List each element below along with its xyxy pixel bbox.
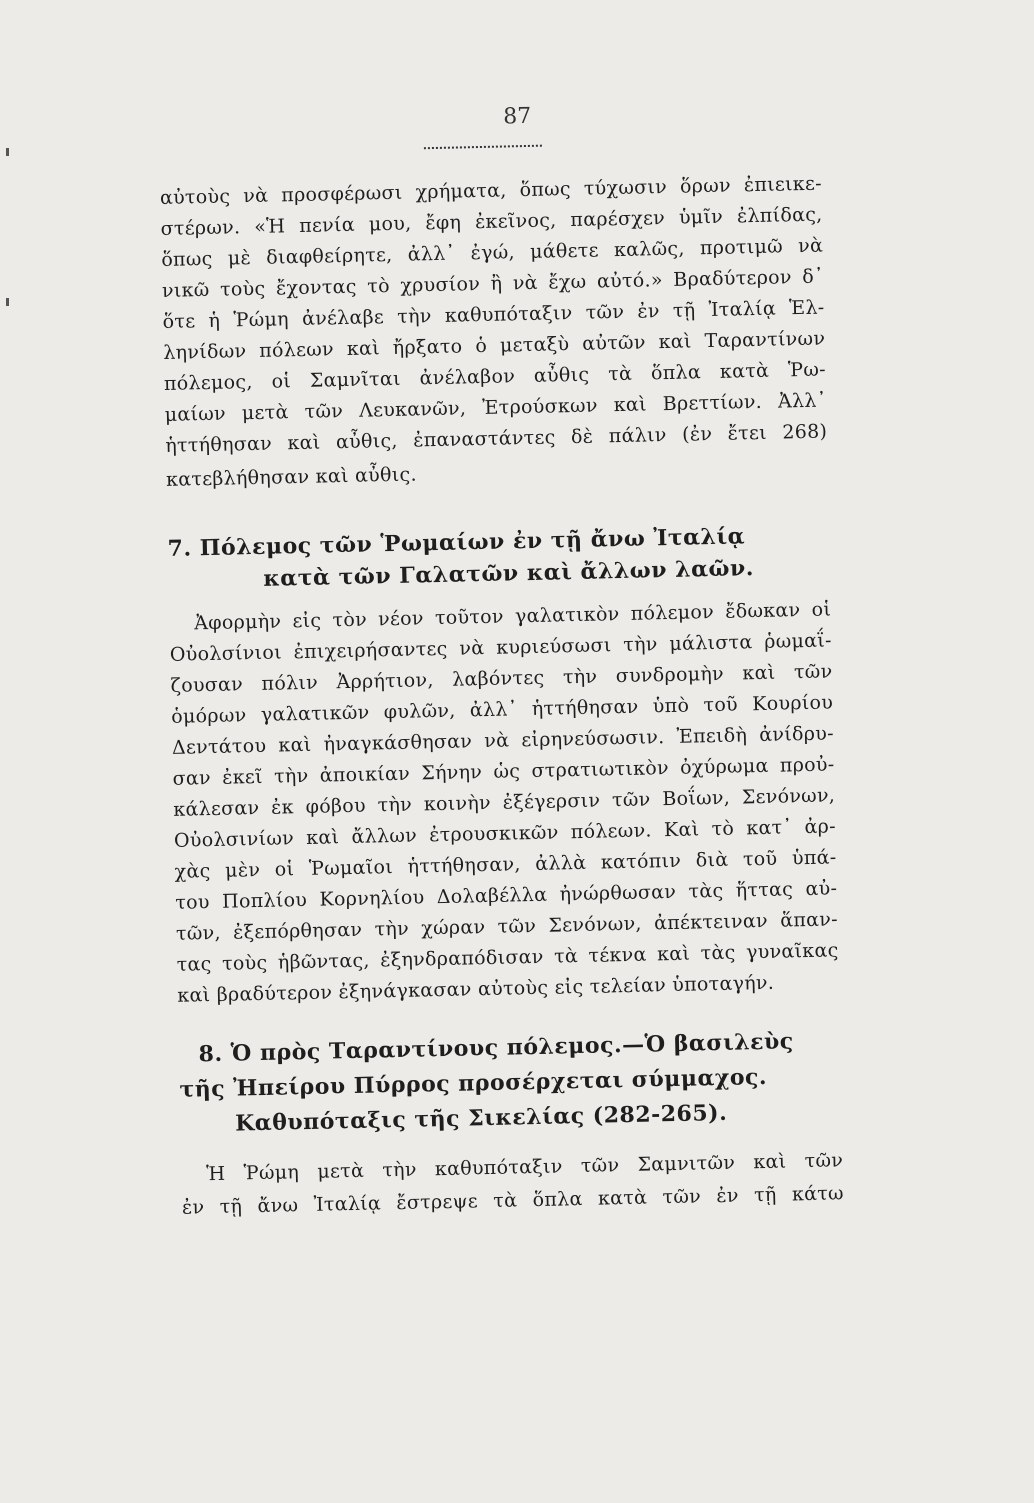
text-line: μαίων μετὰ τῶν Λευκανῶν, Ἐτρούσκων καὶ Βρεττίων. Ἀλλ᾽ bbox=[164, 389, 827, 426]
text-line: ὅτε ἡ Ῥώμη ἀνέλαβε τὴν καθυπόταξιν τῶν ἐν τῇ Ἰταλίᾳ Ἑλ- bbox=[162, 296, 825, 333]
text-line: χὰς μὲν οἱ Ῥωμαῖοι ἡττήθησαν, ἀλλὰ κατόπιν διὰ τοῦ ὑπά- bbox=[174, 846, 837, 883]
text-line: Οὐολσινίων καὶ ἄλλων ἐτρουσκικῶν πόλεων. Καὶ τὸ κατ᾽ ἀρ- bbox=[173, 815, 837, 852]
text-line: ὅπως μὲ διαφθείρητε, ἀλλ᾽ ἐγώ, μάθετε καλῶς, προτιμῶ νὰ bbox=[161, 234, 824, 271]
text-line: ὁμόρων γαλατικῶν φυλῶν, ἀλλ᾽ ἡττήθησαν ὑπὸ τοῦ Κουρίου bbox=[171, 691, 834, 728]
text-line: καὶ βραδύτερον ἐξηνάγκασαν αὐτοὺς εἰς τελείαν ὑποταγήν. bbox=[177, 971, 775, 1007]
text-line: νικῶ τοὺς ἔχοντας τὸ χρυσίον ἢ νὰ ἔχω αὐτό.» Βραδύτερον δ᾽ bbox=[161, 265, 825, 302]
text-line: πόλεμος, οἱ Σαμνῖται ἀνέλαβον αὖθις τὰ ὅπλα κατὰ Ῥω- bbox=[163, 358, 827, 395]
text-line: ζουσαν πόλιν Ἀρρήτιον, λαβόντες τὴν συνδρομὴν καὶ τῶν bbox=[170, 660, 833, 697]
text-line: στέρων. «Ἡ πενία μου, ἔφη ἐκεῖνος, παρέσχεν ὑμῖν ἐλπίδας, bbox=[160, 203, 823, 240]
ornamental-rule bbox=[424, 142, 542, 150]
text-line: τας τοὺς ἡβῶντας, ἐξηνδραπόδισαν τὰ τέκνα καὶ τὰς γυναῖκας bbox=[176, 939, 839, 976]
text-line: Ἀφορμὴν εἰς τὸν νέον τοῦτον γαλατικὸν πόλεμον ἔδωκαν οἱ bbox=[194, 598, 832, 635]
text-line: τῶν, ἐξεπόρθησαν τὴν χώραν τῶν Σενόνων, ἀπέκτειναν ἅπαν- bbox=[175, 908, 839, 945]
text-line: Ἡ Ῥώμη μετὰ τὴν καθυπόταξιν τῶν Σαμνιτῶν καὶ τῶν bbox=[206, 1149, 844, 1186]
text-line: ἐν τῇ ἄνω Ἰταλίᾳ ἔστρεψε τὰ ὅπλα κατὰ τῶν ἐν τῇ κάτω bbox=[181, 1182, 845, 1219]
heading-line: 8. Ὁ πρὸς Ταραντίνους πόλεμος.—Ὁ βασιλεὺς bbox=[198, 1028, 794, 1068]
text-line: Οὐολσίνιοι ἐπιχειρήσαντες νὰ κυριεύσωσι τὴν μάλιστα ῥωμαΐ- bbox=[169, 629, 833, 666]
heading-line: τῆς Ἠπείρου Πύρρος προσέρχεται σύμμαχος. bbox=[179, 1063, 768, 1103]
page-number: 87 bbox=[502, 103, 532, 130]
text-line: του Ποπλίου Κορνηλίου Δολαβέλλα ἠνώρθωσαν τὰς ἥττας αὐ- bbox=[175, 877, 838, 914]
text-line: σαν ἐκεῖ τὴν ἀποικίαν Σήνην ὡς στρατιωτικὸν ὀχύρωμα προὐ- bbox=[172, 753, 835, 790]
text-line: ἡττήθησαν καὶ αὖθις, ἐπαναστάντες δὲ πάλιν (ἐν ἔτει 268) bbox=[165, 420, 828, 457]
heading-line: κατὰ τῶν Γαλατῶν καὶ ἄλλων λαῶν. bbox=[263, 555, 755, 592]
text-line: κάλεσαν ἐκ φόβου τὴν κοινὴν ἐξέγερσιν τῶν Βοΐων, Σενόνων, bbox=[173, 784, 836, 821]
text-line: αὐτοὺς νὰ προσφέρωσι χρήματα, ὅπως τύχωσιν ὅρων ἐπιεικε- bbox=[159, 172, 823, 209]
text-line: Δεντάτου καὶ ἠναγκάσθησαν νὰ εἰρηνεύσωσιν. Ἐπειδὴ ἀνίδρυ- bbox=[171, 722, 835, 759]
heading-line: Καθυπόταξις τῆς Σικελίας (282-265). bbox=[234, 1099, 728, 1137]
text-line: ληνίδων πόλεων καὶ ἤρξατο ὁ μεταξὺ αὐτῶν καὶ Ταραντίνων bbox=[163, 327, 826, 364]
heading-line: 7. Πόλεμος τῶν Ῥωμαίων ἐν τῇ ἄνω Ἰταλίᾳ bbox=[167, 523, 746, 562]
text-line: κατεβλήθησαν καὶ αὖθις. bbox=[165, 463, 418, 491]
